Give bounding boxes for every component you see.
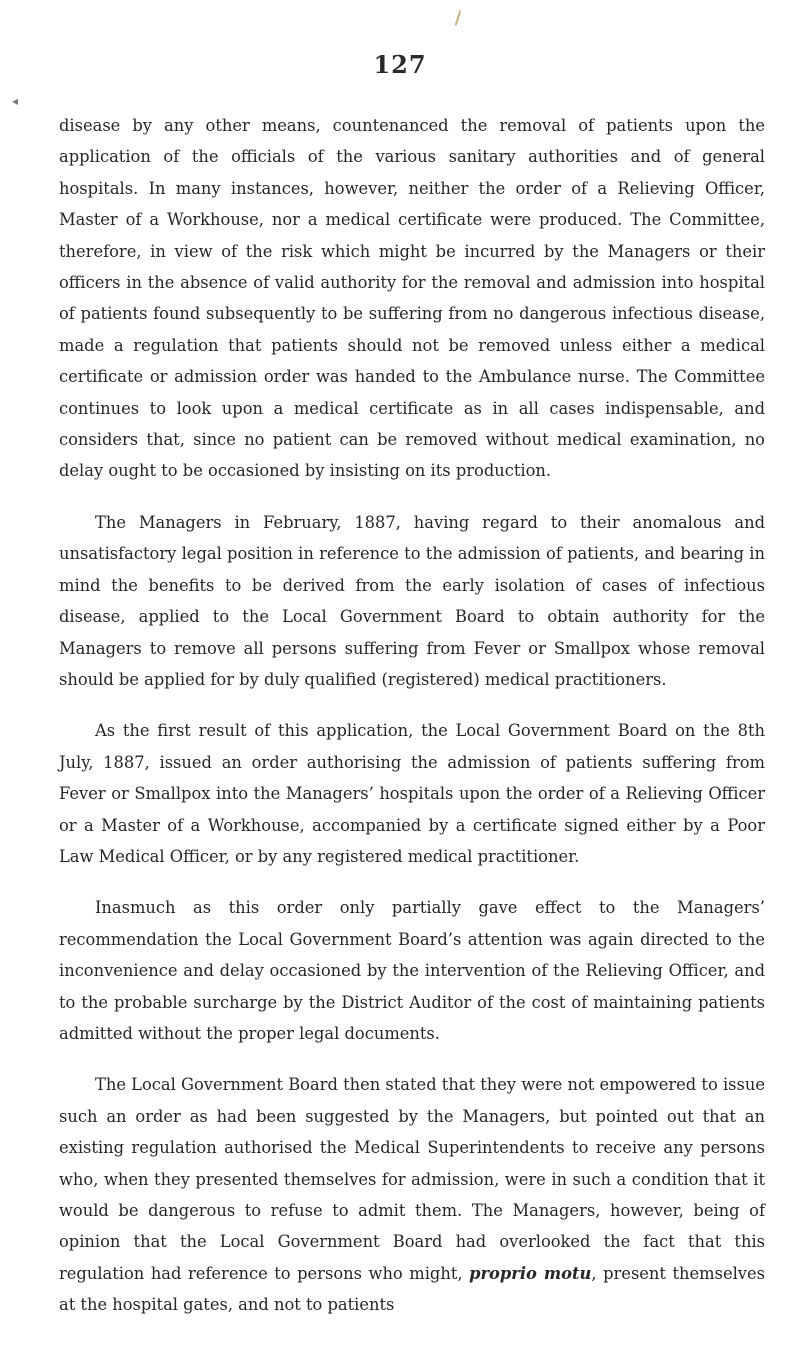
paragraph-5-text-end: , present themselves at the hospital gates, and not to patients [59, 1263, 765, 1315]
paper-mark [455, 10, 462, 26]
page-number: 127 [373, 50, 427, 79]
paragraph-2: The Managers in February, 1887, having regard to their anomalous and unsatisfactory legal position in reference to the admission of patients, and bearing in mind the benefits to be derived from the early isolation of cases of infectious disease, applied to the Local Government Board to obtain authority for the Managers to remove all persons suffering from Fever or Smallpox whose removal should be applied for by duly qualified (registered) medical practitioners. [59, 512, 765, 689]
paragraph-4: Inasmuch as this order only partially gave effect to the Managers’ recommendation the Local Government Board’s attention was again directed to the inconvenience and delay occasioned by the intervention of the Relieving Officer, and to the probable surcharge by the District Auditor of the cost of maintaining patients admitted without the proper legal documents. [59, 898, 765, 1043]
paragraph-5-text-start: The Local Government Board then stated that they were not empowered to issue such an order as had been suggested by the Managers, but pointed out that an existing regulation authorised the Medical Superintendents to receive any persons who, when they presented themselves for admission, were in such a condition that it would be dangerous to refuse to admit them. The Managers, however, being of opinion that the Local Government Board had overlooked the fact that this regulation had reference to persons who might, [59, 1075, 765, 1283]
paragraph-5 [59, 1069, 765, 1320]
body-text [59, 110, 765, 1341]
paragraph-3: As the first result of this application, the Local Government Board on the 8th July, 1887, issued an order authorising the admission of patients suffering from Fever or Smallpox into the Managers’ hospitals upon the order of a Relieving Officer or a Master of a Workhouse, accompanied by a certificate signed either by a Poor Law Medical Officer, or by any registered medical practitioner. [59, 721, 765, 866]
paragraph-1: disease by any other means, countenanced the removal of patients upon the application of the officials of the various sanitary authorities and of general hospitals. In many instances, however, neither the order of a Relieving Officer, Master of a Workhouse, nor a medical certificate were produced. The Committee, therefore, in view of the risk which might be incurred by the Managers or their officers in the absence of valid authority for the removal and admission into hospital of patients found subsequently to be suffering from no dangerous infectious disease, made a regulation that patients should not be removed unless either a medical certificate or admission order was handed to the Ambulance nurse. The Committee continues to look upon a medical certificate as in all cases indispensable, and considers that, since no patient can be removed without medical examination, no delay ought to be occasioned by insisting on its production. [59, 116, 765, 481]
margin-mark: ◂ [12, 94, 19, 108]
latin-phrase: proprio motu [469, 1263, 592, 1283]
